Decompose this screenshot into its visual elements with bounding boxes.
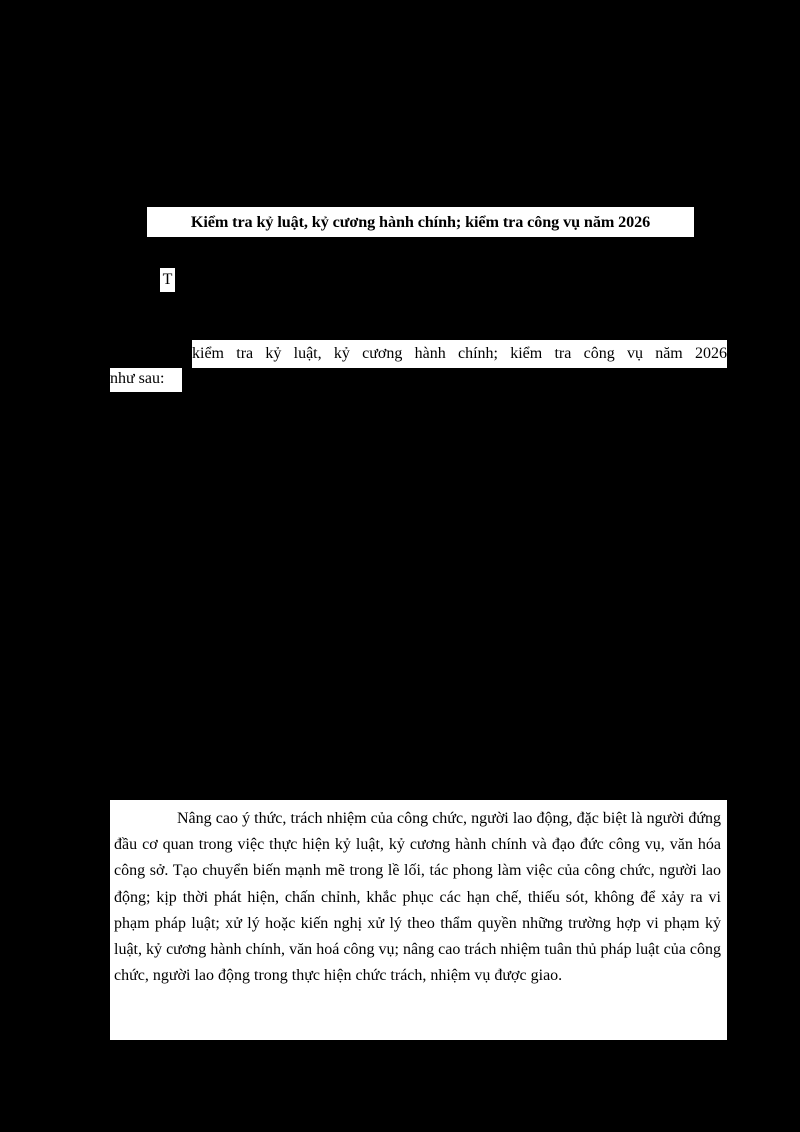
purpose-section xyxy=(110,800,727,1040)
purpose-paragraph: Nâng cao ý thức, trách nhiệm của công chức, người lao động, đặc biệt là người đứng đầu cơ quan trong việc thực hiện kỷ luật, kỷ cương hành chính và đạo đức công vụ, văn hóa công sở. Tạo chuyển biến mạnh mẽ trong lề lối, tác phong làm việc của công chức, người lao động; kịp thời phát hiện, chấn chỉnh, khắc phục các hạn chế, thiếu sót, không để xảy ra vi phạm pháp luật; xử lý hoặc kiến nghị xử lý theo thẩm quyền những trường hợp vi phạm kỷ luật, kỷ cương hành chính, văn hoá công vụ; nâng cao trách nhiệm tuân thủ pháp luật của công chức, người lao động trong thực hiện chức trách, nhiệm vụ được giao. xyxy=(114,810,721,985)
fragment-char: T xyxy=(160,268,175,292)
document-title: Kiểm tra kỷ luật, kỷ cương hành chính; kiểm tra công vụ năm 2026 xyxy=(147,207,694,237)
intro-line-2: như sau: xyxy=(110,368,182,392)
intro-line-1: kiểm tra kỷ luật, kỷ cương hành chính; kiểm tra công vụ năm 2026 xyxy=(192,340,727,368)
